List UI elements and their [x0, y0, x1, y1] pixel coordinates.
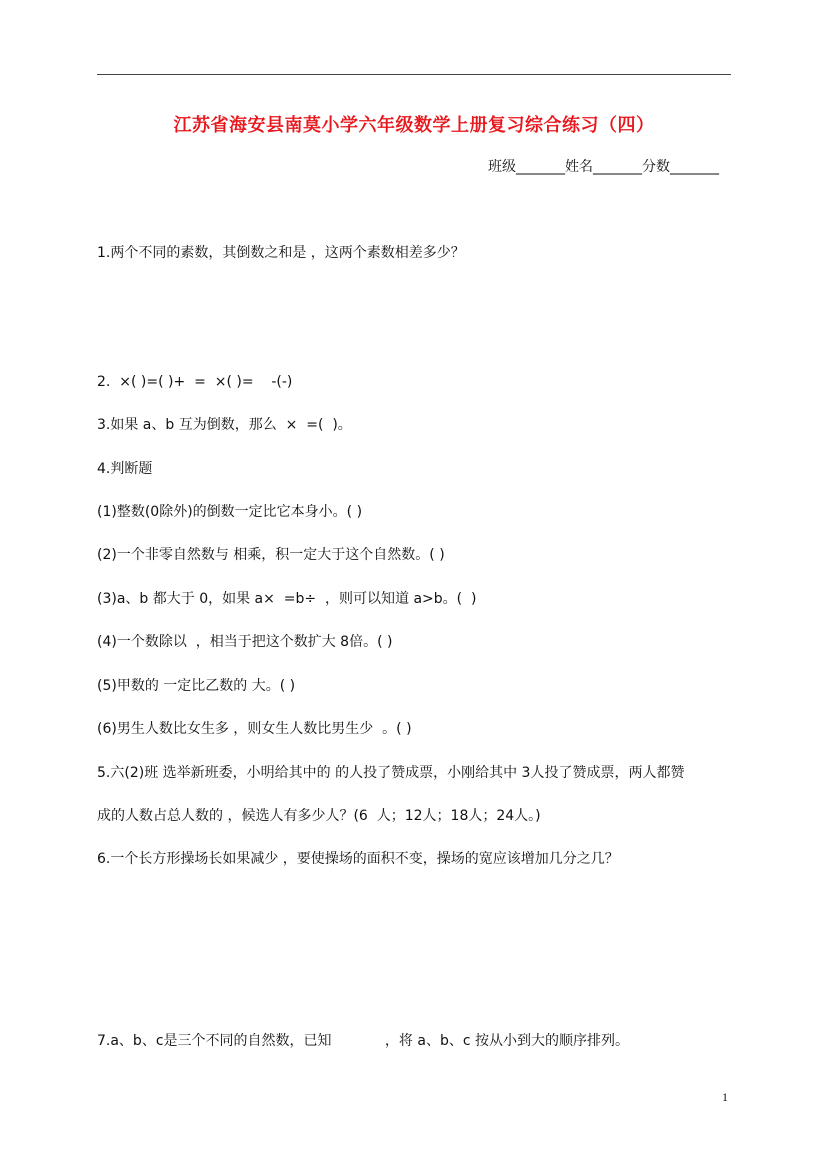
student-info-line: 班级_______姓名_______分数_______: [488, 159, 719, 175]
judge-item-2: (2)一个非零自然数与 相乘，积一定大于这个自然数。( ): [97, 547, 445, 563]
judge-item-3: (3)a、b 都大于 0，如果 a× =b÷ ，则可以知道 a>b。( ): [97, 591, 477, 607]
header-rule: [97, 74, 731, 75]
judge-item-1: (1)整数(0除外)的倒数一定比它本身小。( ): [97, 504, 363, 520]
question-1: 1.两个不同的素数，其倒数之和是 ，这两个素数相差多少？: [97, 245, 465, 261]
document-title: 江苏省海安县南莫小学六年级数学上册复习综合练习（四）: [173, 115, 655, 136]
question-7: 7.a、b、c是三个不同的自然数，已知 ，将 a、b、c 按从小到大的顺序排列。: [97, 1033, 629, 1049]
question-3: 3.如果 a、b 互为倒数，那么 × =( )。: [97, 417, 352, 433]
question-5-line-1: 5.六(2)班 选举新班委，小明给其中的 的人投了赞成票，小刚给其中 3人投了赞成票，两人都赞: [97, 765, 685, 781]
question-2: 2. ×( )=( )+ = ×( )= -(-): [97, 374, 293, 390]
judge-item-6: (6)男生人数比女生多 ，则女生人数比男生少 。( ): [97, 721, 412, 737]
judge-item-5: (5)甲数的 一定比乙数的 大。( ): [97, 678, 296, 694]
question-5-line-2: 成的人数占总人数的 ，候选人有多少人？(6 人；12人；18人；24人。): [97, 808, 541, 824]
page-number: 1: [722, 1090, 728, 1104]
question-4-heading: 4.判断题: [97, 461, 153, 477]
question-6: 6.一个长方形操场长如果减少 ，要使操场的面积不变，操场的宽应该增加几分之几？: [97, 851, 619, 867]
judge-item-4: (4)一个数除以 ，相当于把这个数扩大 8倍。( ): [97, 634, 393, 650]
